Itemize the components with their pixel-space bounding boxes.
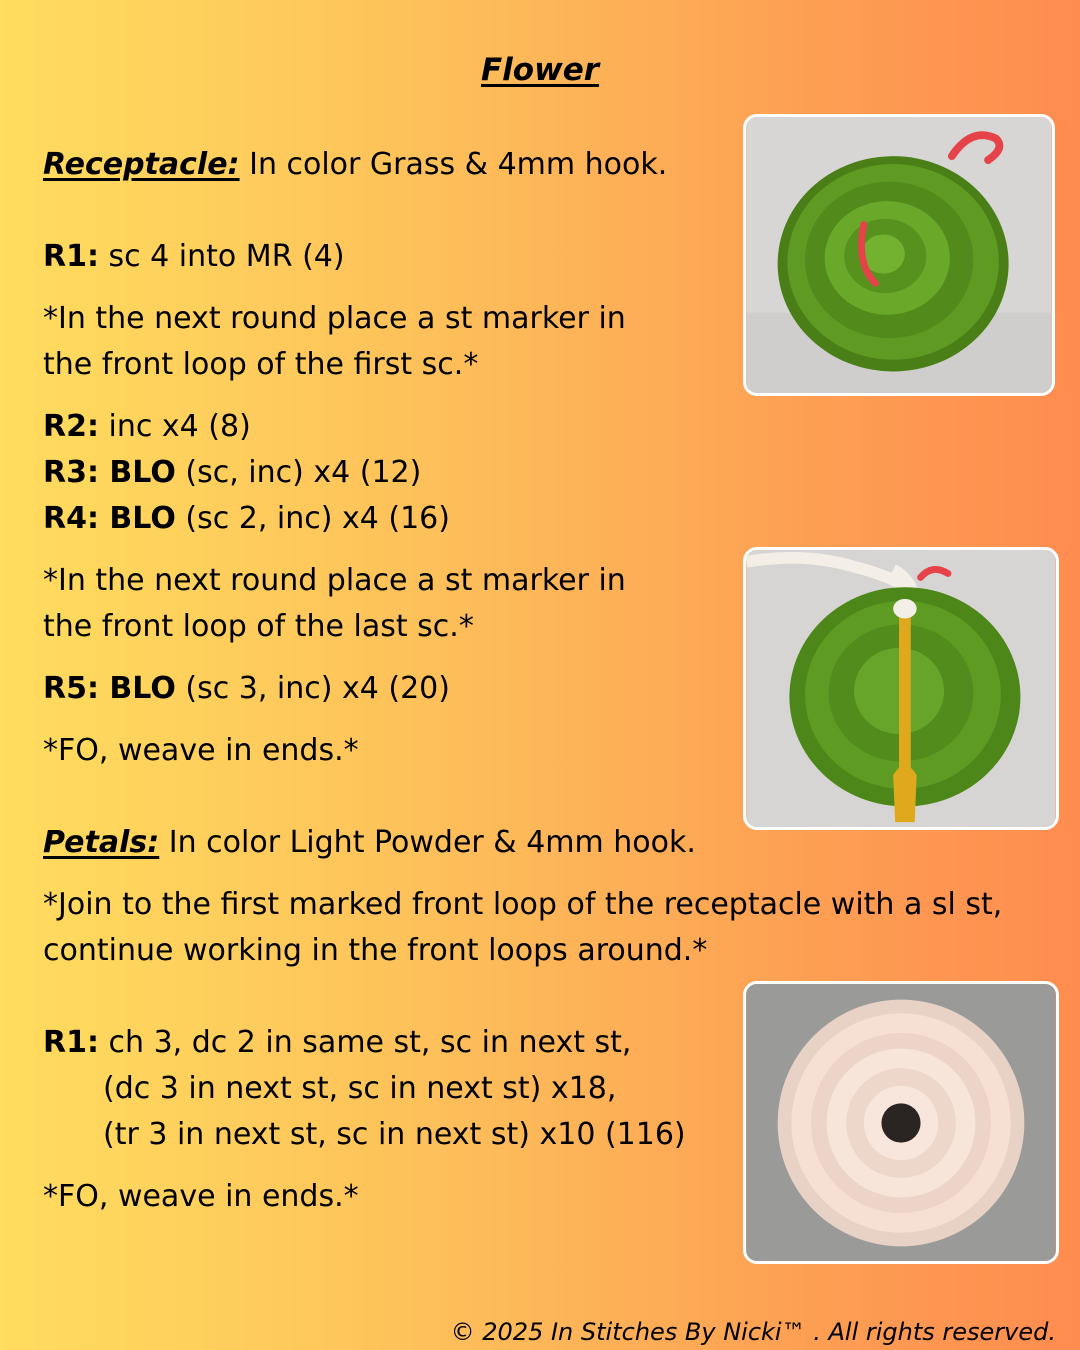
petals-r1-line3: (tr 3 in next st, sc in next st) x10 (116) (103, 1117, 686, 1152)
receptacle-r5: R5: BLO (sc 3, inc) x4 (20) (43, 671, 450, 706)
copyright-footer: © 2025 In Stitches By Nicki™ . All rights reserved. (450, 1318, 1056, 1346)
receptacle-note2-line2: the front loop of the last sc.* (43, 609, 474, 644)
receptacle-illustration (746, 117, 1052, 393)
petals-illustration (746, 984, 1056, 1261)
receptacle-r2: R2: inc x4 (8) (43, 409, 251, 444)
receptacle-note1-line1: *In the next round place a st marker in (43, 301, 626, 336)
petals-heading: Petals: (43, 825, 160, 860)
petals-r1-line2: (dc 3 in next st, sc in next st) x18, (103, 1071, 617, 1106)
receptacle-note2-line1: *In the next round place a st marker in (43, 563, 626, 598)
hook-illustration (746, 550, 1056, 827)
page-title: Flower (480, 52, 600, 88)
receptacle-r4: R4: BLO (sc 2, inc) x4 (16) (43, 501, 450, 536)
receptacle-note1-line2: the front loop of the first sc.* (43, 347, 479, 382)
receptacle-r1: R1: sc 4 into MR (4) (43, 239, 345, 274)
receptacle-intro: Receptacle: In color Grass & 4mm hook. (43, 147, 668, 182)
petals-r1-line1: R1: ch 3, dc 2 in same st, sc in next st, (43, 1025, 632, 1060)
hook-photo (743, 547, 1059, 830)
receptacle-photo (743, 114, 1055, 396)
receptacle-r3: R3: BLO (sc, inc) x4 (12) (43, 455, 422, 490)
petals-note-line1: *Join to the first marked front loop of the receptacle with a sl st, (43, 887, 1003, 922)
petals-note-line2: continue working in the front loops around.* (43, 933, 708, 968)
petals-photo (743, 981, 1059, 1264)
receptacle-finish: *FO, weave in ends.* (43, 733, 359, 768)
receptacle-heading: Receptacle: (43, 147, 240, 182)
petals-finish: *FO, weave in ends.* (43, 1179, 359, 1214)
petals-intro: Petals: In color Light Powder & 4mm hook. (43, 825, 696, 860)
